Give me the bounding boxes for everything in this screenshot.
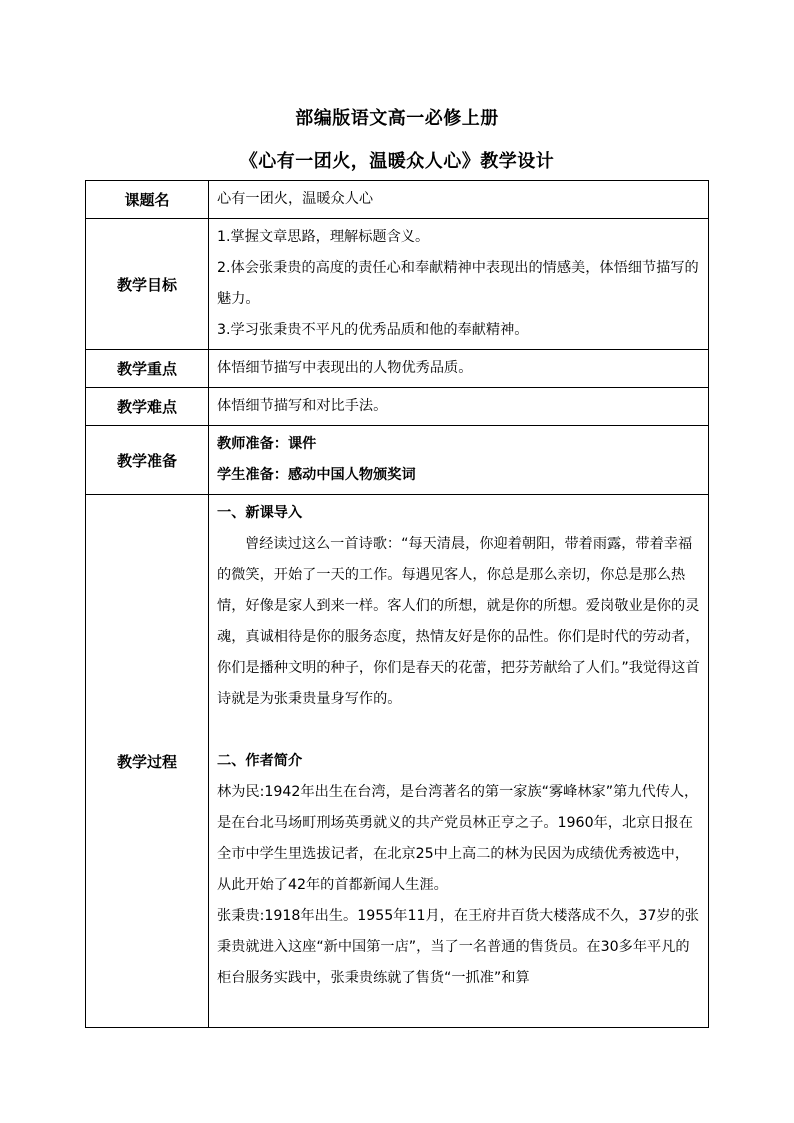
row-topic <box>86 181 709 219</box>
author-bio-zhang: 张秉贵:1918年出生。1955年11月，在王府井百货大楼落成不久，37岁的张秉贵就进入这座“新中国第一店”，当了一名普通的售货员。在30多年平凡的柜台服务实践中，张秉贵练就了售货“一抓准”和算 <box>217 908 699 986</box>
content-preparation <box>209 426 709 495</box>
content-topic <box>209 181 709 219</box>
content-process <box>209 495 709 1028</box>
document-title: 部编版语文高一必修上册 <box>295 108 499 129</box>
section-heading-intro: 一、新课导入 <box>217 505 303 521</box>
label-topic: 课题名 <box>86 181 209 219</box>
label-objectives: 教学目标 <box>86 219 209 350</box>
label-process: 教学过程 <box>86 495 209 1028</box>
key-points-text: 体悟细节描写中表现出的人物优秀品质。 <box>217 360 473 376</box>
row-objectives <box>86 219 709 350</box>
row-process <box>86 495 709 1028</box>
objective-item: 1.掌握文章思路，理解标题含义。 <box>217 229 430 245</box>
topic-text: 心有一团火，温暖众人心 <box>217 191 374 207</box>
teacher-preparation: 教师准备：课件 <box>217 436 317 452</box>
document-subtitle: 《心有一团火，温暖众人心》教学设计 <box>239 151 555 172</box>
objective-item: 2.体会张秉贵的高度的责任心和奉献精神中表现出的情感美，体悟细节描写的魅力。 <box>217 260 699 307</box>
blank-line <box>217 715 700 746</box>
label-key-points: 教学重点 <box>86 350 209 388</box>
intro-paragraph: 曾经读过这么一首诗歌：“每天清晨，你迎着朝阳，带着雨露，带着幸福的微笑，开始了一天的工作。每遇见客人，你总是那么亲切，你总是那么热情，好像是家人到来一样。客人们的所想，就是你的所想。爱岗敬业是你的灵魂，真诚相待是你的服务态度，热情友好是你的品性。你们是时代的劳动者，你们是播种文明的种子，你们是春天的花蕾，把芬芳献给了人们。”我觉得这首诗就是为张秉贵量身写作的。 <box>217 536 700 707</box>
difficulties-text: 体悟细节描写和对比手法。 <box>217 398 388 414</box>
objective-item: 3.学习张秉贵不平凡的优秀品质和他的奉献精神。 <box>217 322 529 338</box>
section-heading-author: 二、作者简介 <box>217 753 303 769</box>
label-difficulties: 教学难点 <box>86 388 209 426</box>
content-key-points <box>209 350 709 388</box>
label-preparation: 教学准备 <box>86 426 209 495</box>
author-bio-lin: 林为民:1942年出生在台湾，是台湾著名的第一家族“雾峰林家”第九代传人，是在台北马场町刑场英勇就义的共产党员林正亨之子。1960年，北京日报在全市中学生里选拔记者，在北京25中上高二的林为民因为成绩优秀被选中，从此开始了42年的首都新闻人生涯。 <box>217 784 699 893</box>
content-objectives <box>209 219 709 350</box>
row-difficulties <box>86 388 709 426</box>
row-key-points <box>86 350 709 388</box>
student-preparation: 学生准备：感动中国人物颁奖词 <box>217 467 416 483</box>
row-preparation <box>86 426 709 495</box>
content-difficulties <box>209 388 709 426</box>
lesson-plan-table <box>85 180 709 1028</box>
